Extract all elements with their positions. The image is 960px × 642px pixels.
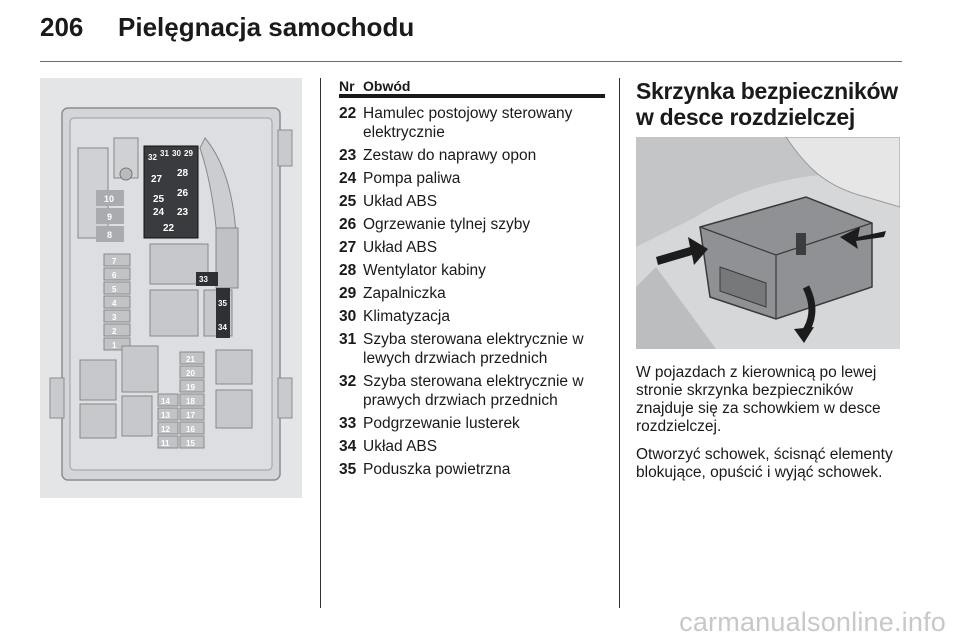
column-header-circuit: Obwód xyxy=(363,78,411,94)
row-text: Poduszka powietrzna xyxy=(363,461,511,478)
fuse-label-8: 8 xyxy=(107,230,113,240)
row-text: Zapalniczka xyxy=(363,285,446,302)
fuse-label-25: 25 xyxy=(153,194,165,205)
fuse-box-diagram xyxy=(40,78,302,498)
section-fuse-box-dashboard xyxy=(636,78,906,482)
table-row xyxy=(339,261,605,280)
page-title: Pielęgnacja samochodu xyxy=(118,12,415,42)
table-rows xyxy=(339,98,605,479)
column-divider-right xyxy=(619,78,620,608)
row-text: Podgrzewanie lusterek xyxy=(363,415,520,432)
page-header xyxy=(40,12,414,48)
table-row xyxy=(339,284,605,303)
fuse-label-33: 33 xyxy=(199,275,208,284)
fuse-label-31: 31 xyxy=(160,149,169,158)
row-text: Hamulec postojowy sterowany elektrycznie xyxy=(363,105,573,141)
fuse-label-15: 15 xyxy=(186,439,195,448)
row-number: 28 xyxy=(339,262,357,279)
table-row xyxy=(339,414,605,433)
table-row xyxy=(339,169,605,188)
row-text: Wentylator kabiny xyxy=(363,262,486,279)
fuse-label-21: 21 xyxy=(186,355,195,364)
row-number: 31 xyxy=(339,331,357,348)
fuse-label-6: 6 xyxy=(112,271,117,280)
row-text: Szyba sterowana elektrycznie w lewych drzwiach przednich xyxy=(363,331,584,367)
column-header-nr: Nr xyxy=(339,78,355,94)
table-row xyxy=(339,192,605,211)
fuse-label-30: 30 xyxy=(172,149,181,158)
fuse-label-24: 24 xyxy=(153,207,165,218)
row-text: Zestaw do naprawy opon xyxy=(363,147,537,164)
fuse-label-22: 22 xyxy=(163,223,175,234)
row-number: 27 xyxy=(339,239,357,256)
table-row xyxy=(339,437,605,456)
table-row xyxy=(339,146,605,165)
header-divider xyxy=(40,61,902,62)
row-number: 35 xyxy=(339,461,357,478)
table-row xyxy=(339,460,605,479)
fuse-label-19: 19 xyxy=(186,383,195,392)
table-row xyxy=(339,104,605,142)
row-number: 32 xyxy=(339,373,357,390)
fuse-label-32: 32 xyxy=(148,153,157,162)
page-number: 206 xyxy=(40,12,84,42)
fuse-label-16: 16 xyxy=(186,425,195,434)
table-row xyxy=(339,215,605,234)
row-number: 25 xyxy=(339,193,357,210)
section-title: Skrzynka bezpieczników w desce rozdzielczej xyxy=(636,78,898,130)
fuse-label-3: 3 xyxy=(112,313,117,322)
row-text: Klimatyzacja xyxy=(363,308,450,325)
fuse-label-18: 18 xyxy=(186,397,195,406)
fuse-label-4: 4 xyxy=(112,299,117,308)
row-text: Pompa paliwa xyxy=(363,170,461,187)
row-number: 29 xyxy=(339,285,357,302)
fuse-label-9: 9 xyxy=(107,212,113,222)
fuse-label-34: 34 xyxy=(218,323,227,332)
fuse-label-17: 17 xyxy=(186,411,195,420)
watermark: carmanualsonline.info xyxy=(679,607,946,637)
fuse-label-28: 28 xyxy=(177,168,189,179)
row-number: 26 xyxy=(339,216,357,233)
column-divider-left xyxy=(320,78,321,608)
fuse-label-12: 12 xyxy=(161,425,170,434)
row-text: Szyba sterowana elektrycznie w prawych drzwiach przednich xyxy=(363,373,584,409)
row-number: 24 xyxy=(339,170,357,187)
fuse-label-10: 10 xyxy=(104,194,115,204)
table-row xyxy=(339,307,605,326)
row-text: Ogrzewanie tylnej szyby xyxy=(363,216,531,233)
row-text: Układ ABS xyxy=(363,239,438,256)
paragraph-instructions: Otworzyć schowek, ścisnąć elementy blokujące, opuścić i wyjąć schowek. xyxy=(636,446,893,481)
row-text: Układ ABS xyxy=(363,193,438,210)
glovebox-photo xyxy=(636,137,900,349)
fuse-label-23: 23 xyxy=(177,207,189,218)
row-number: 34 xyxy=(339,438,357,455)
fuse-label-26: 26 xyxy=(177,188,189,199)
table-row xyxy=(339,330,605,368)
fuse-label-2: 2 xyxy=(112,327,117,336)
fuse-box-illustration xyxy=(40,78,302,498)
fuse-label-14: 14 xyxy=(161,397,170,406)
fuse-label-1: 1 xyxy=(112,341,117,350)
table-row xyxy=(339,372,605,410)
fuse-label-20: 20 xyxy=(186,369,195,378)
row-text: Układ ABS xyxy=(363,438,438,455)
fuse-label-35: 35 xyxy=(218,299,227,308)
fuse-label-11: 11 xyxy=(161,439,170,448)
row-number: 23 xyxy=(339,147,357,164)
row-number: 22 xyxy=(339,105,357,122)
fuse-label-27: 27 xyxy=(151,174,163,185)
fuse-table xyxy=(339,78,605,479)
fuse-label-13: 13 xyxy=(161,411,170,420)
glovebox-removal-illustration xyxy=(636,137,900,349)
row-number: 30 xyxy=(339,308,357,325)
fuse-label-7: 7 xyxy=(112,257,117,266)
row-number: 33 xyxy=(339,415,357,432)
fuse-label-5: 5 xyxy=(112,285,117,294)
paragraph-location: W pojazdach z kierownicą po lewej stronie skrzynka bezpieczników znajduje się za schowkiem w desce rozdzielczej. xyxy=(636,364,881,435)
table-row xyxy=(339,238,605,257)
table-header xyxy=(339,78,605,98)
fuse-label-29: 29 xyxy=(184,149,193,158)
